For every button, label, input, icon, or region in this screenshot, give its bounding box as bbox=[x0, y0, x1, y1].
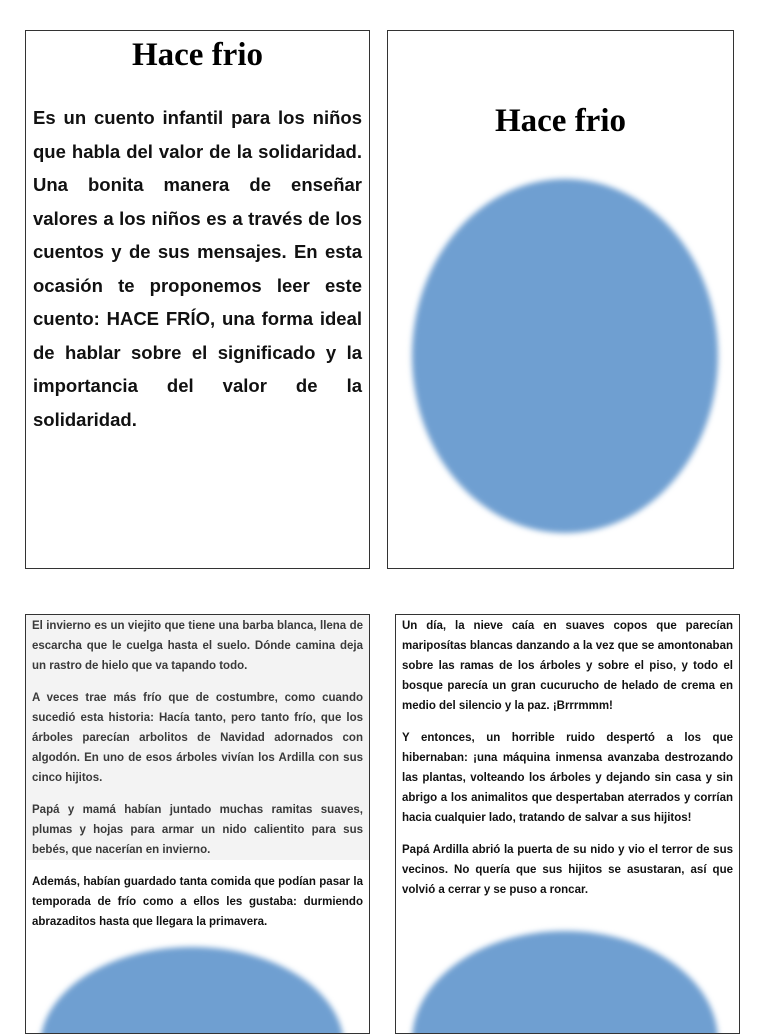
story-page-2-illustration-icon bbox=[412, 931, 718, 1034]
intro-card-title: Hace frio bbox=[131, 37, 264, 73]
story-page-1-shaded-block bbox=[26, 615, 369, 860]
story-paragraph: Un día, la nieve caía en suaves copos que parecían mariposítas blancas danzando a la vez que se amontonaban sobre las ramas de los árboles y sobre el piso, y todo el bosque parecía un gran cucurucho de helado de crema en medio del silencio y la paz. ¡Brrrmmm! bbox=[402, 620, 733, 712]
story-page-2 bbox=[395, 614, 740, 1034]
story-paragraph: El invierno es un viejito que tiene una barba blanca, llena de escarcha que le cuelga hasta el suelo. Dónde camina deja un rastro de hielo que va tapando todo. bbox=[32, 620, 363, 672]
story-paragraph: Papá Ardilla abrió la puerta de su nido y vio el terror de sus vecinos. No quería que sus hijitos se asustaran, así que volvió a cerrar y se puso a roncar. bbox=[402, 844, 733, 896]
story-page-1-illustration-icon bbox=[40, 947, 344, 1034]
story-paragraph: Papá y mamá habían juntado muchas ramitas suaves, plumas y hojas para armar un nido calientito para sus bebés, que nacerían en invierno. bbox=[32, 804, 363, 856]
story-page-1 bbox=[25, 614, 370, 1034]
story-page-2-text bbox=[402, 616, 733, 912]
story-paragraph: Además, habían guardado tanta comida que podían pasar la temporada de frío como a ellos les gustaba: durmiendo abrazaditos hasta que llegara la primavera. bbox=[32, 876, 363, 928]
intro-paragraph: Es un cuento infantil para los niños que habla del valor de la solidaridad. Una bonita manera de enseñar valores a los niños es a través de los cuentos y de sus mensajes. En esta ocasión te proponemos leer este cuento: HACE FRÍO, una forma ideal de hablar sobre el significado y la importancia del valor de la solidaridad. bbox=[33, 107, 362, 430]
story-paragraph: A veces trae más frío que de costumbre, como cuando sucedió esta historia: Hacía tanto, pero tanto frío, que los árboles parecían arbolitos de Navidad adornados con algodón. En uno de esos árboles vivían los Ardilla con sus cinco hijitos. bbox=[32, 692, 363, 784]
cover-illustration-icon bbox=[412, 179, 718, 533]
story-paragraph: Y entonces, un horrible ruido despertó a los que hibernaban: ¡una máquina inmensa avanzaba destrozando las plantas, volteando los árboles y dejando sin casa y sin abrigo a los animalitos que despertaban aterrados y corrían hacia cualquier lado, tratando de salvar a sus hijitos! bbox=[402, 732, 733, 824]
story-page-1-text bbox=[32, 616, 363, 944]
cover-title: Hace frio bbox=[494, 103, 627, 139]
intro-card bbox=[25, 30, 370, 569]
cover-card bbox=[387, 30, 734, 569]
